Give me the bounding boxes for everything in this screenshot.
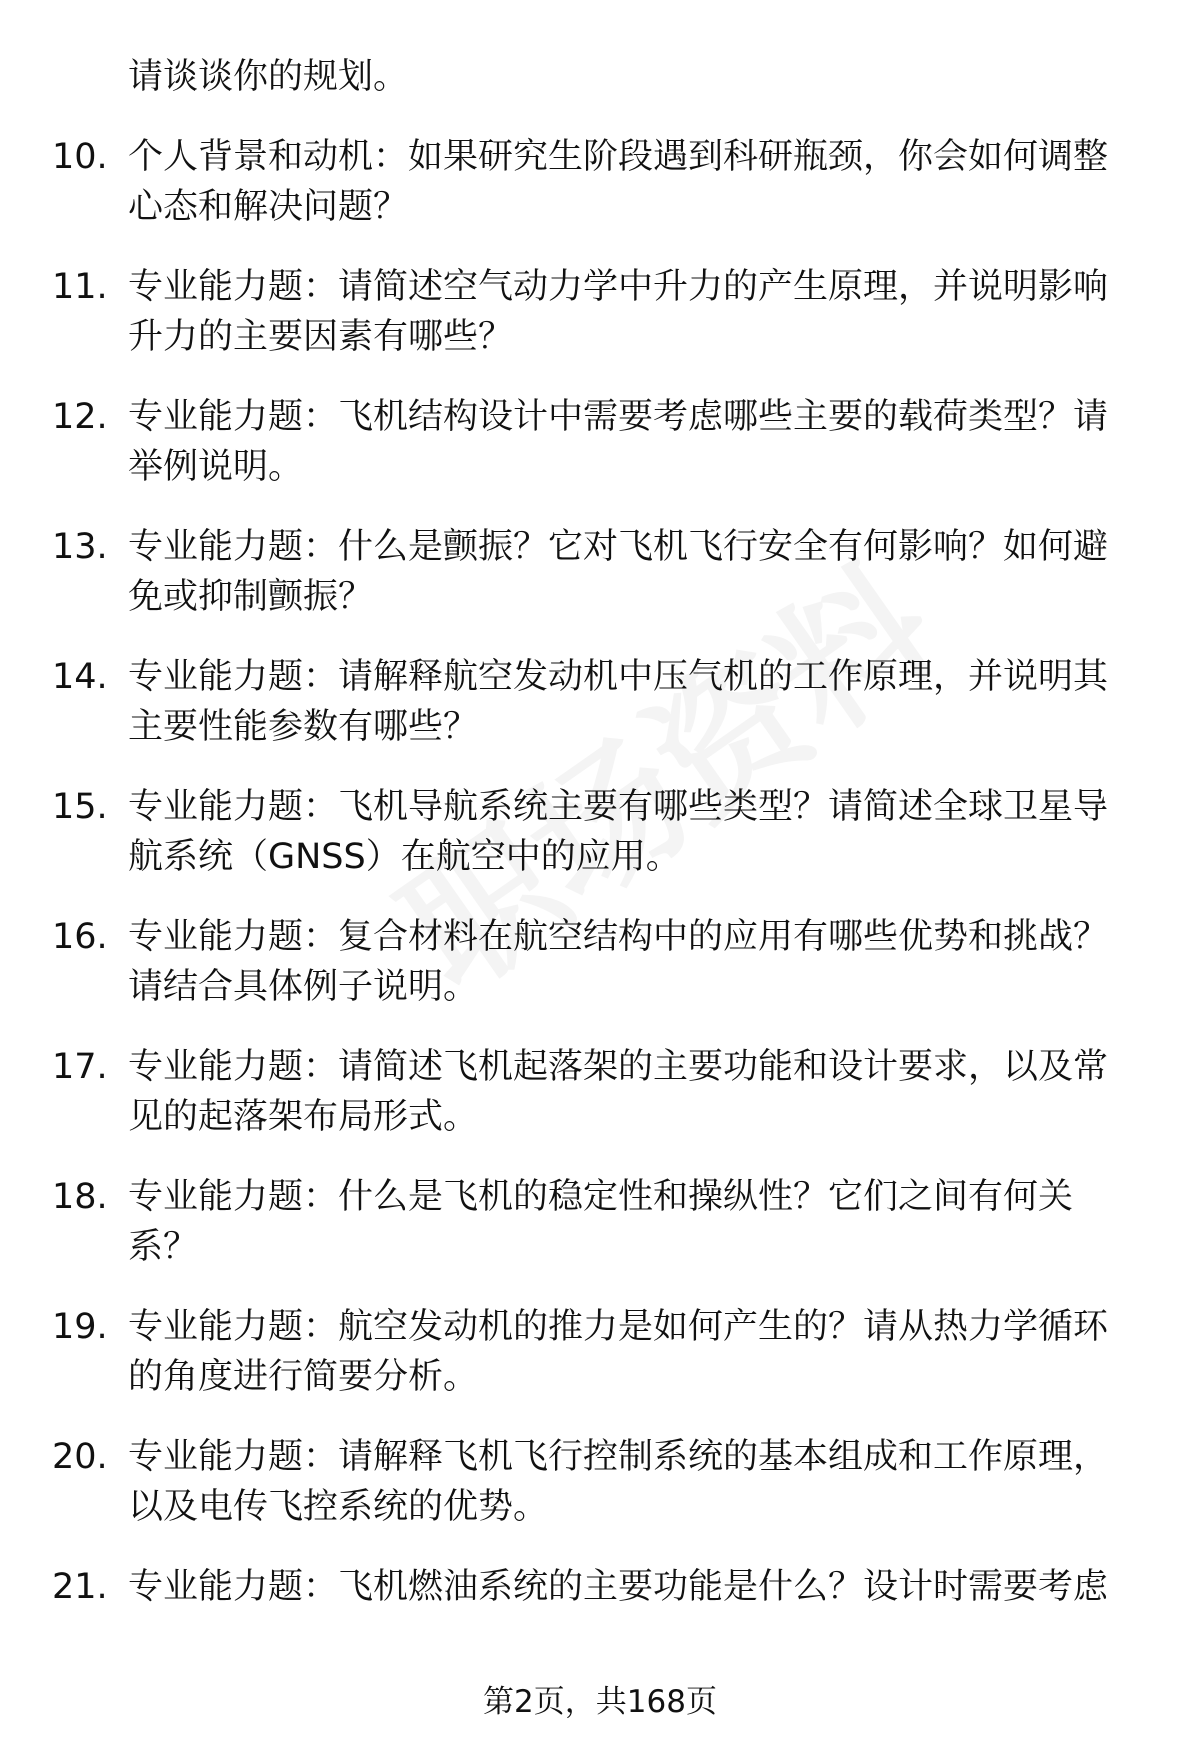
list-item [0, 132, 1200, 252]
list-item [0, 1302, 1200, 1422]
question-number: 14. [52, 657, 108, 697]
list-item [0, 652, 1200, 772]
question-number: 11. [52, 267, 108, 307]
question-text-line: 专业能力题：飞机燃油系统的主要功能是什么？设计时需要考虑 [128, 1567, 1109, 1607]
question-text-line: 专业能力题：什么是飞机的稳定性和操纵性？它们之间有何关 [128, 1177, 1074, 1217]
question-text-line: 见的起落架布局形式。 [128, 1097, 479, 1137]
list-item [0, 1172, 1200, 1292]
question-text-line: 免或抑制颤振？ [128, 577, 374, 617]
list-item [0, 522, 1200, 642]
question-number: 20. [52, 1437, 108, 1477]
list-item [0, 1562, 1200, 1622]
question-text-line: 专业能力题：航空发动机的推力是如何产生的？请从热力学循环 [128, 1307, 1109, 1347]
question-number: 19. [52, 1307, 108, 1347]
question-text-line: 升力的主要因素有哪些？ [128, 317, 514, 357]
list-item [0, 1432, 1200, 1552]
list-item [0, 912, 1200, 1032]
question-text-line: 专业能力题：飞机导航系统主要有哪些类型？请简述全球卫星导 [128, 787, 1109, 827]
question-text-line: 系？ [128, 1227, 199, 1267]
list-item [0, 1042, 1200, 1162]
list-item [0, 782, 1200, 902]
list-item [0, 262, 1200, 382]
question-text-line: 专业能力题：什么是颤振？它对飞机飞行安全有何影响？如何避 [128, 527, 1109, 567]
question-text-line: 以及电传飞控系统的优势。 [128, 1487, 549, 1527]
question-number: 15. [52, 787, 108, 827]
question-number: 18. [52, 1177, 108, 1217]
question-text-line: 个人背景和动机：如果研究生阶段遇到科研瓶颈，你会如何调整 [128, 137, 1109, 177]
question-text-line: 请结合具体例子说明。 [128, 967, 479, 1007]
list-item [0, 392, 1200, 512]
continuation-text: 请谈谈你的规划。 [128, 57, 409, 97]
question-number: 10. [52, 137, 108, 177]
question-text-line: 航系统（GNSS）在航空中的应用。 [128, 837, 681, 877]
question-text-line: 专业能力题：飞机结构设计中需要考虑哪些主要的载荷类型？请 [128, 397, 1109, 437]
question-text-line: 的角度进行简要分析。 [128, 1357, 479, 1397]
question-number: 12. [52, 397, 108, 437]
question-number: 17. [52, 1047, 108, 1087]
question-number: 21. [52, 1567, 108, 1607]
question-number: 16. [52, 917, 108, 957]
question-text-line: 专业能力题：请简述空气动力学中升力的产生原理，并说明影响 [128, 267, 1109, 307]
question-text-line: 心态和解决问题？ [128, 187, 409, 227]
question-text-line: 专业能力题：请解释飞机飞行控制系统的基本组成和工作原理， [128, 1437, 1109, 1477]
page-footer: 第2页，共168页 [483, 1684, 717, 1720]
question-text-line: 主要性能参数有哪些？ [128, 707, 479, 747]
question-text-line: 专业能力题：复合材料在航空结构中的应用有哪些优势和挑战？ [128, 917, 1109, 957]
question-number: 13. [52, 527, 108, 567]
question-text-line: 专业能力题：请简述飞机起落架的主要功能和设计要求，以及常 [128, 1047, 1109, 1087]
question-text-line: 专业能力题：请解释航空发动机中压气机的工作原理，并说明其 [128, 657, 1109, 697]
question-text-line: 举例说明。 [128, 447, 304, 487]
